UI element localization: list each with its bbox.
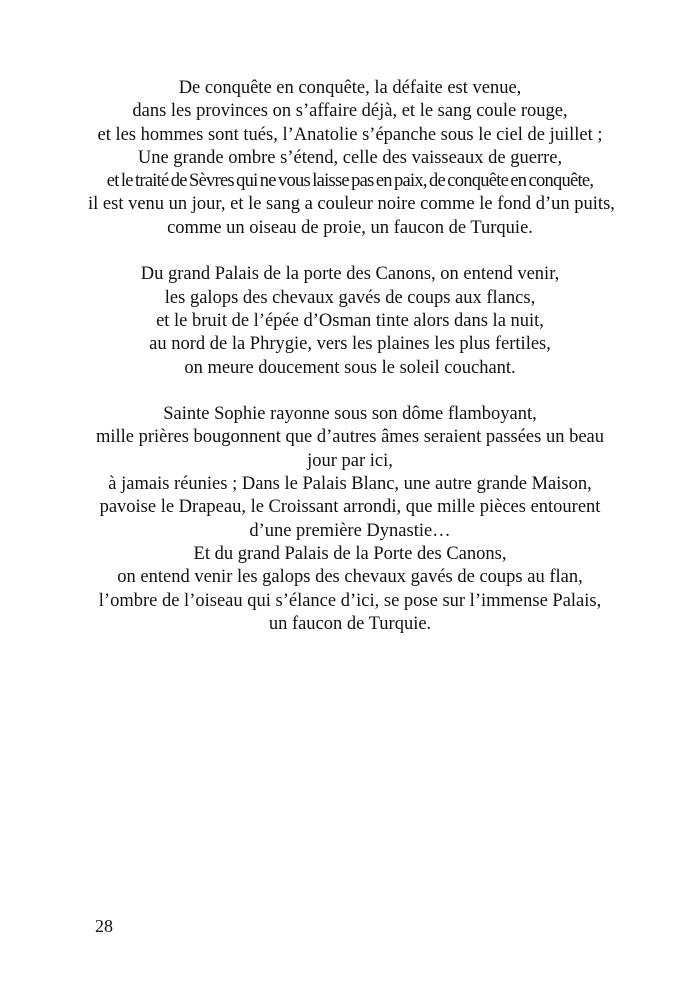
poem-line: Une grande ombre s’étend, celle des vaisseaux de guerre, (137, 147, 563, 168)
poem-line: Du grand Palais de la porte des Canons, on entend venir, (140, 264, 560, 285)
poem-line: d’une première Dynastie… (249, 520, 451, 541)
poem-line: De conquête en conquête, la défaite est venue, (178, 78, 522, 98)
poem-line: un faucon de Turquie. (268, 613, 432, 634)
poem-text (88, 77, 615, 636)
poem-line: on meure doucement sous le soleil couchant. (184, 357, 516, 378)
poem-line: et le traité de Sèvres qui ne vous laisse pas en paix, de conquête en conquête, (106, 171, 594, 192)
poem-line: jour par ici, (307, 450, 393, 471)
poem-line: les galops des chevaux gavés de coups aux flancs, (164, 287, 536, 308)
poem-line: et le bruit de l’épée d’Osman tinte alors dans la nuit, (156, 310, 544, 331)
poem-line: l’ombre de l’oiseau qui s’élance d’ici, se pose sur l’immense Palais, (98, 590, 602, 611)
stanza-3 (88, 403, 612, 636)
poem-line: au nord de la Phrygie, vers les plaines les plus fertiles, (149, 334, 551, 355)
poem-line: Sainte Sophie rayonne sous son dôme flamboyant, (163, 404, 537, 425)
poem-line: on entend venir les galops des chevaux gavés de coups au flan, (117, 567, 583, 588)
poem-line: comme un oiseau de proie, un faucon de Turquie. (167, 217, 533, 238)
poem-line: pavoise le Drapeau, le Croissant arrondi, que mille pièces entourent (99, 497, 601, 518)
poem-line: dans les provinces on s’affaire déjà, et le sang coule rouge, (132, 101, 568, 122)
stanza-1 (88, 77, 615, 240)
poem-line: à jamais réunies ; Dans le Palais Blanc, une autre grande Maison, (108, 474, 592, 495)
stanza-2 (88, 263, 612, 379)
poem-line: mille prières bougonnent que d’autres âmes seraient passées un beau (95, 427, 605, 448)
poem-line: et les hommes sont tués, l’Anatolie s’épanche sous le ciel de juillet ; (97, 124, 603, 145)
page-number: 28 (95, 916, 113, 936)
poem-line: il est venu un jour, et le sang a couleur noire comme le fond d’un puits, (88, 194, 615, 215)
poem-line: Et du grand Palais de la Porte des Canons, (193, 543, 507, 564)
